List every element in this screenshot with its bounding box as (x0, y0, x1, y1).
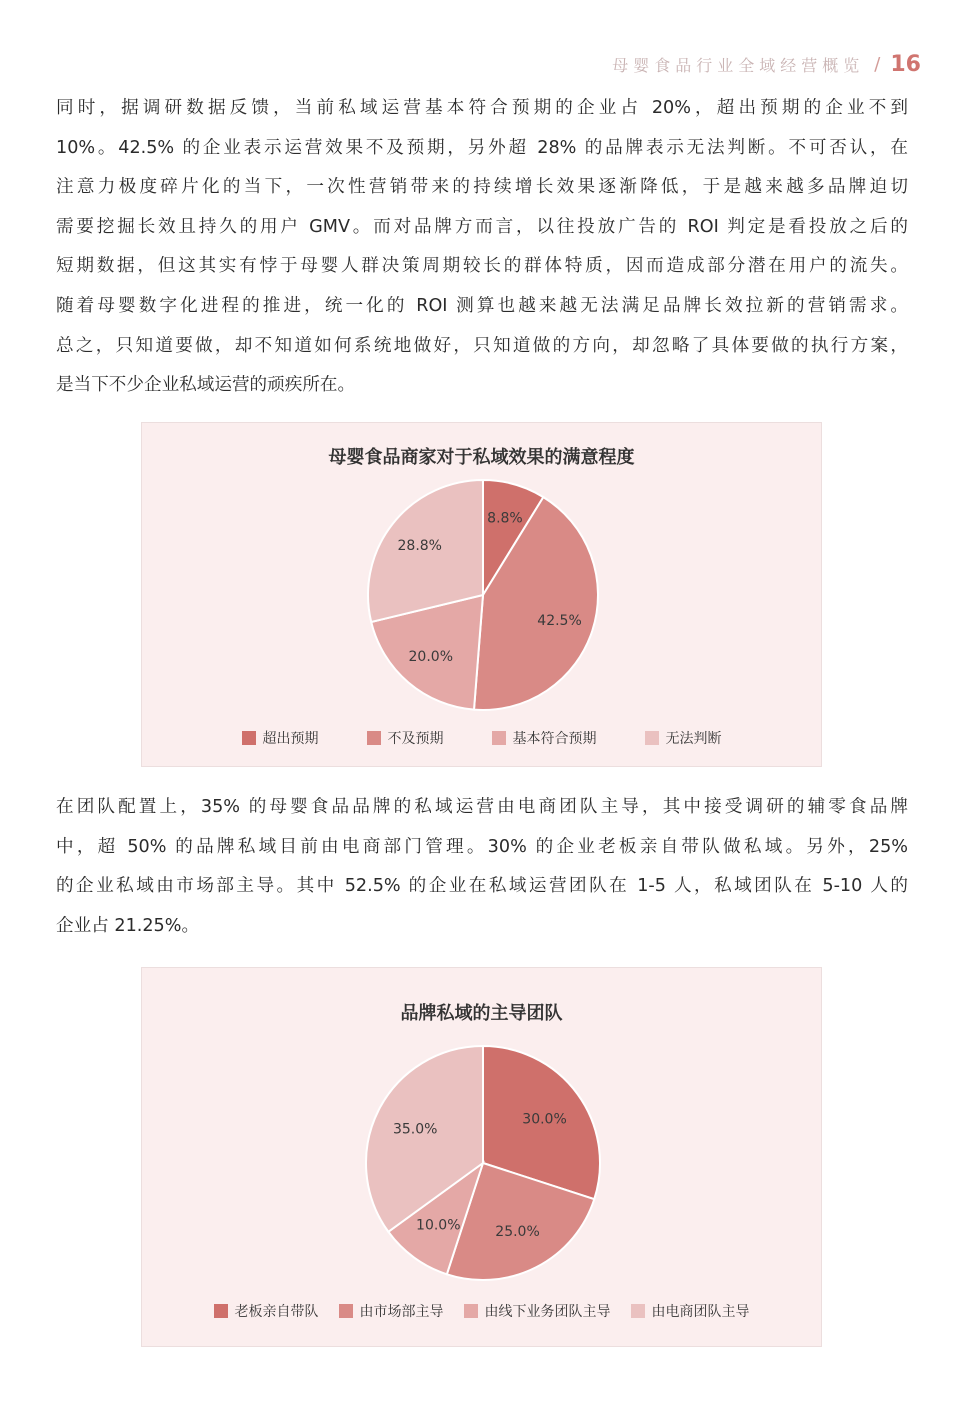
legend-swatch (645, 731, 659, 745)
legend-item (242, 728, 319, 748)
legend-item (492, 728, 597, 748)
paragraph-line: 中，超 50% 的品牌私域目前由电商部门管理。30% 的企业老板亲自带队做私域。另外，25% (56, 836, 908, 857)
legend-swatch (464, 1304, 478, 1318)
legend-label: 由市场部主导 (359, 1304, 444, 1320)
legend-item (631, 1301, 750, 1321)
paragraph-line: 需要挖掘长效且持久的用户 GMV。而对品牌方而言，以往投放广告的 ROI 判定是看投放之后的 (56, 216, 908, 237)
legend-label: 由线下业务团队主导 (484, 1304, 611, 1320)
pie-slice-label: 28.8% (397, 538, 442, 555)
pie-slice-label: 25.0% (495, 1223, 540, 1240)
paragraph-line: 10%。42.5% 的企业表示运营效果不及预期，另外超 28% 的品牌表示无法判断。不可否认，在 (56, 137, 908, 158)
chart-title: 品牌私域的主导团队 (400, 1003, 563, 1024)
legend-label: 老板亲自带队 (234, 1304, 319, 1320)
paragraph-line: 是当下不少企业私域运营的顽疾所在。 (56, 375, 356, 396)
legend-item (464, 1301, 611, 1321)
paragraph-line: 的企业私域由市场部主导。其中 52.5% 的企业在私域运营团队在 1-5 人，私域团队在 5-10 人的 (56, 876, 908, 897)
legend-swatch (242, 731, 256, 745)
legend-item (367, 728, 444, 748)
chart-legend (142, 1301, 821, 1321)
paragraph-satisfaction (56, 89, 908, 406)
pie-slice-label: 35.0% (392, 1121, 438, 1138)
chart-title: 母婴食品商家对于私域效果的满意程度 (328, 447, 635, 468)
legend-label: 不及预期 (387, 731, 444, 747)
paragraph-line: 随着母婴数字化进程的推进，统一化的 ROI 测算也越来越无法满足品牌长效拉新的营销需求。 (56, 295, 908, 316)
paragraph-line: 短期数据，但这其实有悖于母婴人群决策周期较长的群体特质，因而造成部分潜在用户的流失。 (56, 256, 908, 277)
legend-label: 无法判断 (665, 731, 722, 747)
header-slash: / (874, 54, 881, 75)
legend-swatch (214, 1304, 228, 1318)
paragraph-line: 企业占 21.25%。 (56, 915, 200, 936)
legend-label: 基本符合预期 (512, 731, 597, 747)
page-header (612, 52, 921, 77)
pie-chart-svg (142, 968, 823, 1348)
legend-swatch (631, 1304, 645, 1318)
pie-chart-svg (142, 423, 823, 768)
legend-label: 由电商团队主导 (651, 1304, 750, 1320)
pie-slice-label: 30.0% (522, 1111, 567, 1128)
paragraph-team (56, 788, 908, 946)
legend-swatch (492, 731, 506, 745)
pie-slice-label: 8.8% (487, 510, 523, 527)
legend-item (214, 1301, 319, 1321)
paragraph-line: 总之，只知道要做，却不知道如何系统地做好，只知道做的方向，却忽略了具体要做的执行方案， (56, 335, 908, 356)
team-pie-chart (141, 967, 822, 1347)
legend-swatch (367, 731, 381, 745)
legend-swatch (339, 1304, 353, 1318)
legend-item (645, 728, 722, 748)
legend-item (339, 1301, 444, 1321)
paragraph-line: 同时，据调研数据反馈，当前私域运营基本符合预期的企业占 20%，超出预期的企业不到 (56, 98, 908, 118)
pie-slice-label: 10.0% (416, 1217, 461, 1234)
paragraph-line: 注意力极度碎片化的当下，一次性营销带来的持续增长效果逐渐降低，于是越来越多品牌迫切 (56, 177, 908, 198)
legend-label: 超出预期 (262, 731, 319, 747)
header-title: 母婴食品行业全域经营概览 (612, 56, 865, 75)
chart-legend (142, 728, 821, 748)
satisfaction-pie-chart (141, 422, 822, 767)
pie-slice-label: 20.0% (408, 649, 454, 666)
page-number: 16 (890, 52, 921, 77)
pie-slice-label: 42.5% (537, 612, 582, 629)
paragraph-line: 在团队配置上，35% 的母婴食品品牌的私域运营由电商团队主导，其中接受调研的辅零食品牌 (56, 797, 908, 817)
